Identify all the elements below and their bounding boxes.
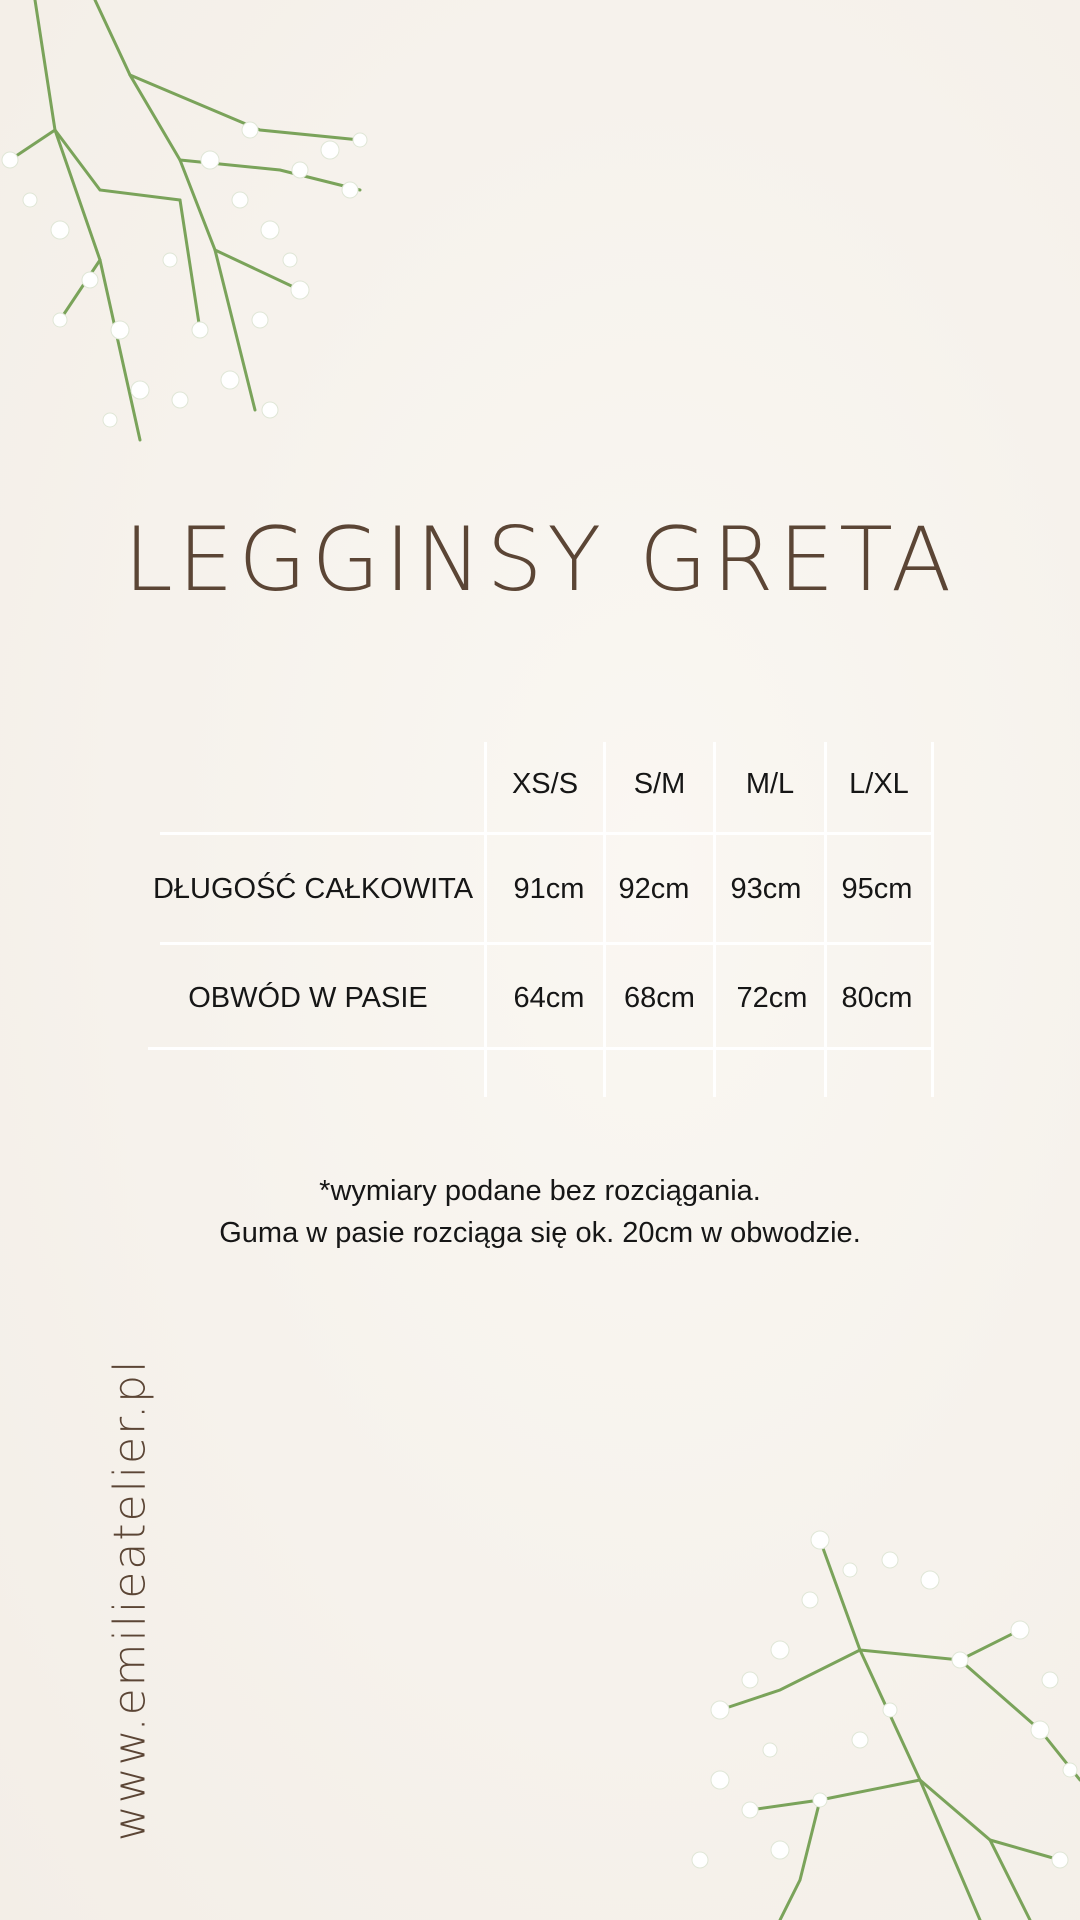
table-cell: 92cm xyxy=(618,873,690,905)
table-row-label: OBWÓD W PASIE xyxy=(188,982,428,1014)
website-url: www.emilieatelier.pl xyxy=(104,1358,156,1842)
table-header-cell: M/L xyxy=(745,768,795,800)
table-divider xyxy=(713,742,716,1097)
table-cell: 80cm xyxy=(841,982,913,1014)
table-cell: 93cm xyxy=(730,873,802,905)
table-cell: 91cm xyxy=(513,873,585,905)
table-header-cell: S/M xyxy=(633,768,686,800)
table-divider xyxy=(160,942,934,945)
measurement-note-line-1: *wymiary podane bez rozciągania. xyxy=(319,1175,761,1207)
table-divider xyxy=(824,742,827,1097)
table-divider xyxy=(603,742,606,1097)
table-divider xyxy=(160,832,934,835)
table-row-label: DŁUGOŚĆ CAŁKOWITA xyxy=(152,873,474,905)
table-divider xyxy=(484,742,487,1097)
table-header-cell: XS/S xyxy=(511,768,579,800)
measurement-note-line-2: Guma w pasie rozciąga się ok. 20cm w obwodzie. xyxy=(219,1217,861,1249)
table-cell: 95cm xyxy=(841,873,913,905)
table-header-cell: L/XL xyxy=(849,768,909,800)
gypsophila-flowers-bottom-right-icon xyxy=(660,1480,1080,1920)
table-cell: 68cm xyxy=(624,982,695,1014)
table-cell: 72cm xyxy=(736,982,808,1014)
table-cell: 64cm xyxy=(513,982,585,1014)
table-divider xyxy=(148,1047,934,1050)
gypsophila-flowers-top-left-icon xyxy=(0,0,420,460)
table-divider xyxy=(931,742,934,1097)
page-title: LEGGINSY GRETA xyxy=(123,508,957,611)
